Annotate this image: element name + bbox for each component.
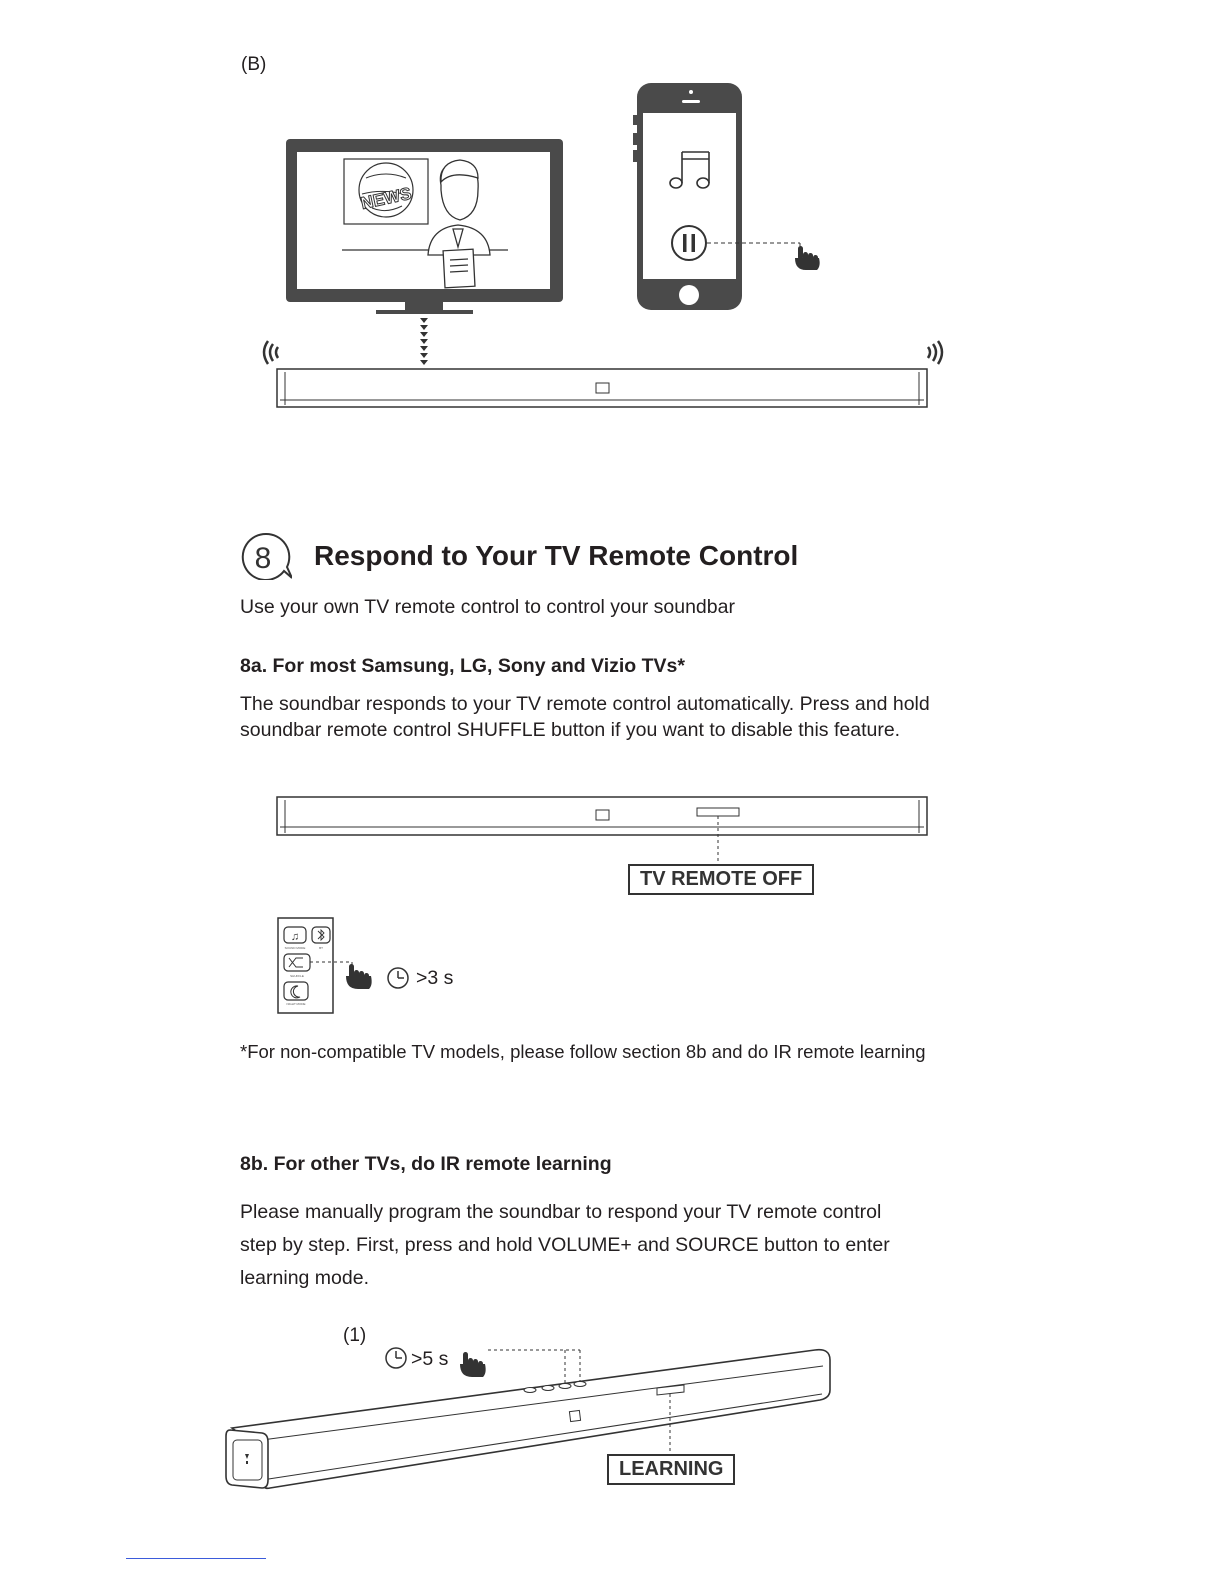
- subsection-8b-text-line3: learning mode.: [240, 1267, 369, 1289]
- subsection-8a-text-line1: The soundbar responds to your TV remote control automatically. Press and hold: [240, 693, 930, 715]
- hand-press-icon: [460, 1352, 486, 1377]
- tv-illustration: [286, 139, 563, 314]
- section-intro: Use your own TV remote control to control your soundbar: [240, 596, 735, 618]
- figure-b-label: (B): [241, 54, 267, 75]
- section-title: Respond to Your TV Remote Control: [314, 540, 799, 571]
- night-mode-button: [284, 982, 308, 1000]
- svg-text:♫: ♫: [290, 931, 300, 943]
- clock-icon: [388, 968, 408, 988]
- pause-icon: [672, 226, 706, 260]
- subsection-8a-text-line2: soundbar remote control SHUFFLE button if you want to disable this feature.: [240, 719, 901, 741]
- hold-time-3s: >3 s: [416, 967, 454, 989]
- subsection-8a-heading: 8a. For most Samsung, LG, Sony and Vizio TVs*: [240, 655, 685, 677]
- bt-caption: BT: [319, 946, 323, 950]
- step-1-label: (1): [343, 1325, 367, 1346]
- news-text: NEWS: [359, 183, 414, 214]
- figure-b-illustration: [0, 0, 1225, 430]
- sound-wave-right-icon: [928, 341, 942, 364]
- hold-time-5s: >5 s: [411, 1348, 449, 1370]
- section-number: 8: [254, 542, 272, 575]
- remote-control-snippet: [270, 912, 490, 1022]
- subsection-8b-heading: 8b. For other TVs, do IR remote learning: [240, 1153, 612, 1175]
- soundbar-8a: [0, 790, 1225, 870]
- ir-signal-arrows: [420, 318, 428, 365]
- shuffle-caption: SHUFFLE: [290, 974, 304, 978]
- shuffle-button: [284, 954, 310, 971]
- hand-press-icon: [795, 246, 820, 270]
- night-mode-caption: NIGHT MODE: [286, 1002, 306, 1006]
- sound-wave-left-icon: [264, 341, 278, 364]
- phone-illustration: [633, 83, 820, 310]
- subsection-8b-text-line1: Please manually program the soundbar to respond your TV remote control: [240, 1201, 882, 1223]
- learning-label: LEARNING: [607, 1454, 735, 1485]
- soundbar-front: [277, 369, 927, 407]
- subsection-8b-text-line2: step by step. First, press and hold VOLUME+ and SOURCE button to enter: [240, 1234, 890, 1256]
- section-number-badge: [240, 532, 292, 580]
- hand-press-icon: [346, 964, 372, 989]
- footnote-non-compatible: *For non-compatible TV models, please follow section 8b and do IR remote learning: [240, 1041, 926, 1062]
- tv-remote-off-label: TV REMOTE OFF: [628, 864, 814, 895]
- sound-mode-caption: SOUND MODE: [284, 946, 306, 950]
- footer-link-underline: [126, 1558, 266, 1559]
- clock-icon: [386, 1348, 406, 1368]
- soundbar-display: [697, 808, 739, 816]
